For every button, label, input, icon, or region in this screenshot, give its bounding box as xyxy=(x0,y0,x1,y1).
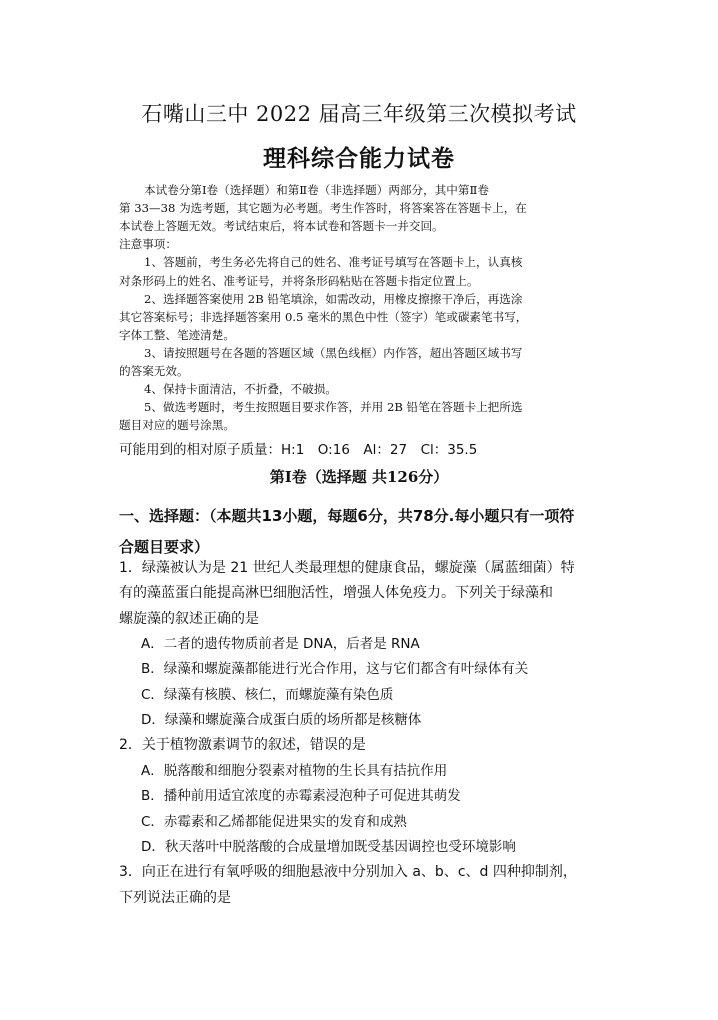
question-stem: 螺旋藻的叙述正确的是 xyxy=(119,611,259,627)
option-c: C．赤霉素和乙烯都能促进果实的发育和成熟 xyxy=(141,814,407,830)
intro-line: 第 33—38 为选考题，其它题为必考题。考生作答时，将答案答在答题卡上，在 xyxy=(119,201,527,216)
intro-line: 本试卷上答题无效。考试结束后，将本试卷和答题卡一并交回。 xyxy=(119,219,444,234)
exam-subtitle: 理科综合能力试卷 xyxy=(263,145,455,172)
question-stem: 2．关于植物激素调节的叙述，错误的是 xyxy=(119,737,366,753)
question-stem: 有的藻蓝蛋白能提高淋巴细胞活性，增强人体免疫力。下列关于绿藻和 xyxy=(119,585,553,601)
question-stem: 3．向正在进行有氧呼吸的细胞悬液中分别加入 a、b、c、d 四种抑制剂， xyxy=(119,864,577,880)
part-one-title: 第Ⅰ卷（选择题 共126分） xyxy=(269,468,449,486)
section-line: 合题目要求） xyxy=(119,538,210,556)
atomic-masses: 可能用到的相对原子质量：H:1 O:16 Al：27 Cl：35.5 xyxy=(119,442,478,458)
notice-item: 的答案无效。 xyxy=(119,364,189,378)
option-d: D．绿藻和螺旋藻合成蛋白质的场所都是核糖体 xyxy=(141,712,422,728)
intro-line: 本试卷分第Ⅰ卷（选择题）和第Ⅱ卷（非选择题）两部分，其中第Ⅱ卷 xyxy=(144,183,489,197)
option-a: A．脱落酸和细胞分裂素对植物的生长具有拮抗作用 xyxy=(141,763,448,779)
notice-item: 4、保持卡面清洁，不折叠，不破损。 xyxy=(144,382,337,397)
notice-item: 2、选择题答案使用 2B 铅笔填涂，如需改动，用橡皮擦擦干净后，再选涂 xyxy=(144,291,523,306)
notice-item: 题目对应的题号涂黑。 xyxy=(119,418,235,433)
option-b: B．绿藻和螺旋藻都能进行光合作用，这与它们都含有叶绿体有关 xyxy=(141,661,529,677)
option-a: A．二者的遗传物质前者是 DNA，后者是 RNA xyxy=(141,636,420,652)
option-d: D．秋天落叶中脱落酸的合成量增加既受基因调控也受环境影响 xyxy=(141,839,516,855)
notice-item: 字体工整、笔迹清楚。 xyxy=(119,327,235,342)
option-b: B．播种前用适宜浓度的赤霉素浸泡种子可促进其萌发 xyxy=(141,788,461,804)
exam-title: 石嘴山三中 2022 届高三年级第三次模拟考试 xyxy=(141,102,577,126)
question-stem: 下列说法正确的是 xyxy=(119,890,231,906)
notice-item: 3、请按照题号在各题的答题区域（黑色线框）内作答，超出答题区域书写 xyxy=(144,345,523,360)
notice-item: 对条形码上的姓名、准考证号，并将条形码粘贴在答题卡指定位置上。 xyxy=(119,273,479,288)
section-one-heading xyxy=(119,501,609,563)
question-stem: 1．绿藻被认为是 21 世纪人类最理想的健康食品，螺旋藻（属蓝细菌）特 xyxy=(119,560,575,576)
notice-item: 其它答案标号；非选择题答案用 0.5 毫米的黑色中性（签字）笔或碳素笔书写， xyxy=(119,309,528,324)
option-c: C．绿藻有核膜、核仁，而螺旋藻有染色质 xyxy=(141,687,394,703)
notice-label: 注意事项： xyxy=(119,237,177,252)
section-line: 一、选择题：（本题共13小题，每题6分，共78分.每小题只有一项符 xyxy=(119,507,575,525)
notice-item: 5、做选考题时，考生按照题目要求作答，并用 2B 铅笔在答题卡上把所选 xyxy=(144,400,523,415)
notice-item: 1、答题前，考生务必先将自己的姓名、准考证号填写在答题卡上，认真核 xyxy=(144,255,523,270)
